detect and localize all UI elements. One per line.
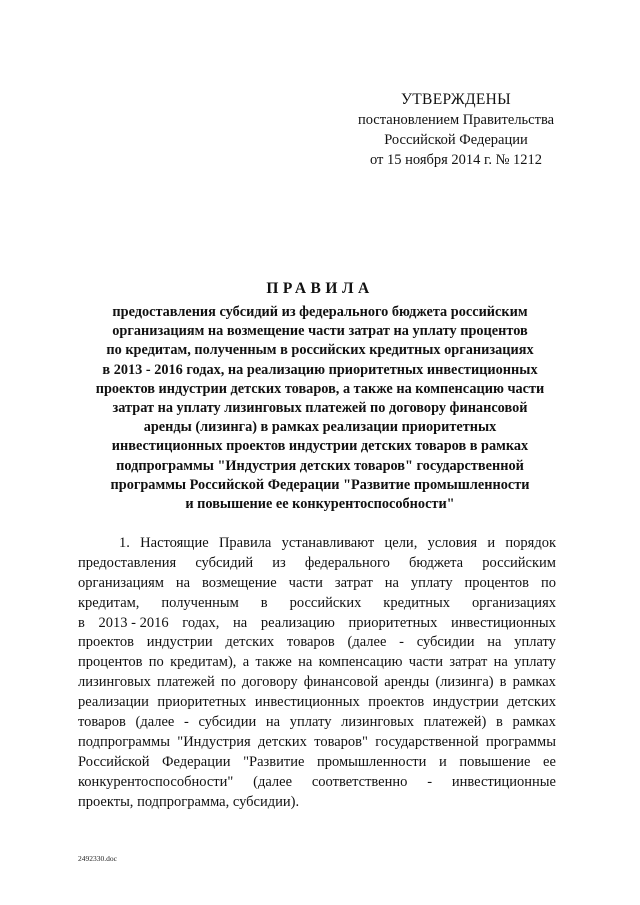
word: части bbox=[288, 574, 323, 591]
subtitle-line: проектов индустрии детских товаров, а также на компенсацию части bbox=[95, 380, 545, 397]
word: платежей bbox=[156, 674, 215, 691]
word: индустрии bbox=[146, 634, 213, 651]
word: порядок bbox=[505, 535, 556, 551]
word: субсидии bbox=[198, 714, 257, 731]
paragraph-line bbox=[78, 594, 556, 614]
word: процентов bbox=[78, 654, 143, 671]
word: на bbox=[493, 654, 508, 671]
word: реализацию bbox=[260, 614, 335, 631]
word: детских bbox=[507, 694, 556, 711]
word: уплату bbox=[514, 634, 556, 651]
word: условия bbox=[427, 535, 478, 551]
word: субсидий bbox=[195, 554, 254, 571]
word: повышение bbox=[459, 753, 531, 770]
word: затрат bbox=[449, 654, 488, 671]
word: "Индустрия bbox=[177, 733, 251, 750]
word: а bbox=[242, 654, 250, 671]
approval-block bbox=[340, 90, 572, 170]
document-title: ПРАВИЛА bbox=[266, 280, 374, 297]
paragraph-line bbox=[78, 633, 556, 653]
word: на bbox=[384, 574, 399, 591]
word: уплату bbox=[410, 574, 453, 591]
word: годах, bbox=[182, 614, 220, 631]
word: индустрии bbox=[432, 694, 499, 711]
subtitle-line: инвестиционных проектов индустрии детских товаров в рамках bbox=[111, 438, 529, 455]
word: в bbox=[260, 594, 268, 611]
paragraph-1 bbox=[78, 534, 556, 812]
word: подпрограмма, bbox=[133, 793, 230, 810]
word: "Развитие bbox=[243, 753, 305, 770]
word: части bbox=[408, 654, 444, 671]
paragraph-line bbox=[78, 753, 556, 773]
word: кредитам), bbox=[170, 654, 237, 671]
word: субсидии bbox=[416, 634, 475, 651]
paragraph-line bbox=[78, 733, 556, 753]
word: на bbox=[298, 654, 313, 671]
word: (далее bbox=[347, 634, 387, 651]
word: уплату bbox=[289, 714, 332, 731]
subtitle-line: аренды (лизинга) в рамках реализации приоритетных bbox=[143, 419, 497, 436]
word: в bbox=[78, 614, 85, 631]
word: лизинговых bbox=[341, 714, 415, 731]
word: также bbox=[255, 654, 292, 671]
word: компенсацию bbox=[318, 654, 403, 671]
word: инвестиционные bbox=[451, 773, 556, 790]
word: российским bbox=[482, 554, 556, 571]
word: промышленности bbox=[316, 753, 427, 770]
word: приоритетных bbox=[157, 694, 247, 711]
word: детских bbox=[225, 634, 275, 651]
paragraph-line bbox=[78, 793, 556, 813]
paragraph-line bbox=[78, 614, 556, 634]
word: рамках bbox=[512, 674, 556, 691]
word: затрат bbox=[334, 574, 373, 591]
word: по bbox=[540, 574, 556, 591]
paragraph-line bbox=[78, 653, 556, 673]
paragraph-line bbox=[78, 713, 556, 733]
subtitle-line: программы Российской Федерации "Развитие промышленности bbox=[110, 476, 530, 493]
word: проектов bbox=[368, 694, 425, 711]
word: соответственно bbox=[311, 773, 408, 790]
word: на bbox=[175, 574, 191, 591]
document-subtitle bbox=[60, 303, 580, 514]
word: 1. bbox=[119, 535, 130, 551]
paragraph-line bbox=[78, 773, 556, 793]
word: товаров bbox=[286, 634, 335, 651]
word: инвестиционных bbox=[451, 614, 556, 631]
word: проектов bbox=[78, 634, 134, 651]
word: Настоящие bbox=[140, 535, 209, 551]
word: на bbox=[233, 614, 248, 631]
word: детских bbox=[258, 733, 307, 750]
subtitle-line: затрат на уплату лизинговых платежей по договору финансовой bbox=[112, 400, 528, 417]
word: Российской bbox=[78, 753, 150, 770]
word: аренды bbox=[384, 674, 430, 691]
word: по bbox=[148, 654, 164, 671]
paragraph-line bbox=[78, 693, 556, 713]
word: в bbox=[499, 674, 507, 691]
word: уплату bbox=[514, 654, 556, 671]
paragraph-line bbox=[78, 554, 556, 574]
word: лизинговых bbox=[78, 674, 151, 691]
word: проекты, bbox=[78, 793, 134, 810]
word: ее bbox=[543, 753, 556, 770]
word: (далее bbox=[135, 714, 175, 731]
word: федерального bbox=[304, 554, 390, 571]
word: по bbox=[220, 674, 236, 691]
approval-heading: УТВЕРЖДЕНЫ bbox=[401, 91, 511, 108]
word: инвестиционных bbox=[254, 694, 360, 711]
word: государственной bbox=[375, 733, 479, 750]
word: финансовой bbox=[303, 674, 379, 691]
word: товаров bbox=[78, 714, 126, 731]
word: реализации bbox=[78, 694, 149, 711]
word: и bbox=[487, 535, 496, 551]
word: на bbox=[487, 634, 502, 651]
word: программы bbox=[485, 733, 556, 750]
word: бюджета bbox=[409, 554, 464, 571]
word: 2013 - 2016 bbox=[98, 614, 169, 631]
word: и bbox=[438, 753, 447, 770]
word: подпрограммы bbox=[78, 733, 170, 750]
word: Федерации bbox=[162, 753, 231, 770]
word: из bbox=[272, 554, 286, 571]
word: субсидии). bbox=[229, 793, 300, 810]
word: на bbox=[265, 714, 281, 731]
word: кредитных bbox=[383, 594, 451, 611]
paragraph-line bbox=[78, 534, 556, 554]
word: товаров" bbox=[314, 733, 368, 750]
paragraph-line bbox=[78, 574, 556, 594]
word: (далее bbox=[253, 773, 293, 790]
word: - bbox=[399, 634, 404, 651]
word: конкурентоспособности" bbox=[78, 773, 234, 790]
word: - bbox=[427, 773, 433, 790]
approval-line-government: Российской Федерации bbox=[384, 132, 528, 148]
word: устанавливают bbox=[281, 535, 375, 551]
subtitle-line: и повышение ее конкурентоспособности" bbox=[185, 496, 455, 513]
approval-line-resolution: постановлением Правительства bbox=[357, 112, 555, 128]
file-name-footer: 2492330.doc bbox=[78, 854, 117, 863]
approval-line-date-number: от 15 ноября 2014 г. № 1212 bbox=[369, 152, 543, 168]
word: Правила bbox=[218, 535, 272, 551]
subtitle-line: организациям на возмещение части затрат на уплату процентов bbox=[112, 323, 528, 340]
word: - bbox=[184, 714, 189, 731]
subtitle-line: подпрограммы "Индустрия детских товаров" государственной bbox=[116, 457, 524, 474]
subtitle-line: предоставления субсидий из федерального бюджета российским bbox=[112, 304, 528, 320]
word: цели, bbox=[384, 535, 418, 551]
subtitle-line: в 2013 - 2016 годах, на реализацию приоритетных инвестиционных bbox=[102, 361, 538, 378]
word: возмещение bbox=[202, 574, 277, 591]
paragraph-line bbox=[78, 673, 556, 693]
word: процентов bbox=[464, 574, 529, 591]
word: (лизинга) bbox=[435, 674, 494, 691]
word: приоритетных bbox=[348, 614, 438, 631]
word: платежей) bbox=[423, 714, 487, 731]
word: предоставления bbox=[78, 554, 177, 571]
word: рамках bbox=[512, 714, 556, 731]
word: организациям bbox=[78, 574, 164, 591]
word: российских bbox=[289, 594, 362, 611]
word: организациях bbox=[471, 594, 556, 611]
subtitle-line: по кредитам, полученным в российских кредитных организациях bbox=[106, 342, 534, 359]
word: полученным bbox=[161, 594, 239, 611]
word: договору bbox=[241, 674, 298, 691]
word: в bbox=[496, 714, 503, 731]
word: кредитам, bbox=[78, 594, 140, 611]
